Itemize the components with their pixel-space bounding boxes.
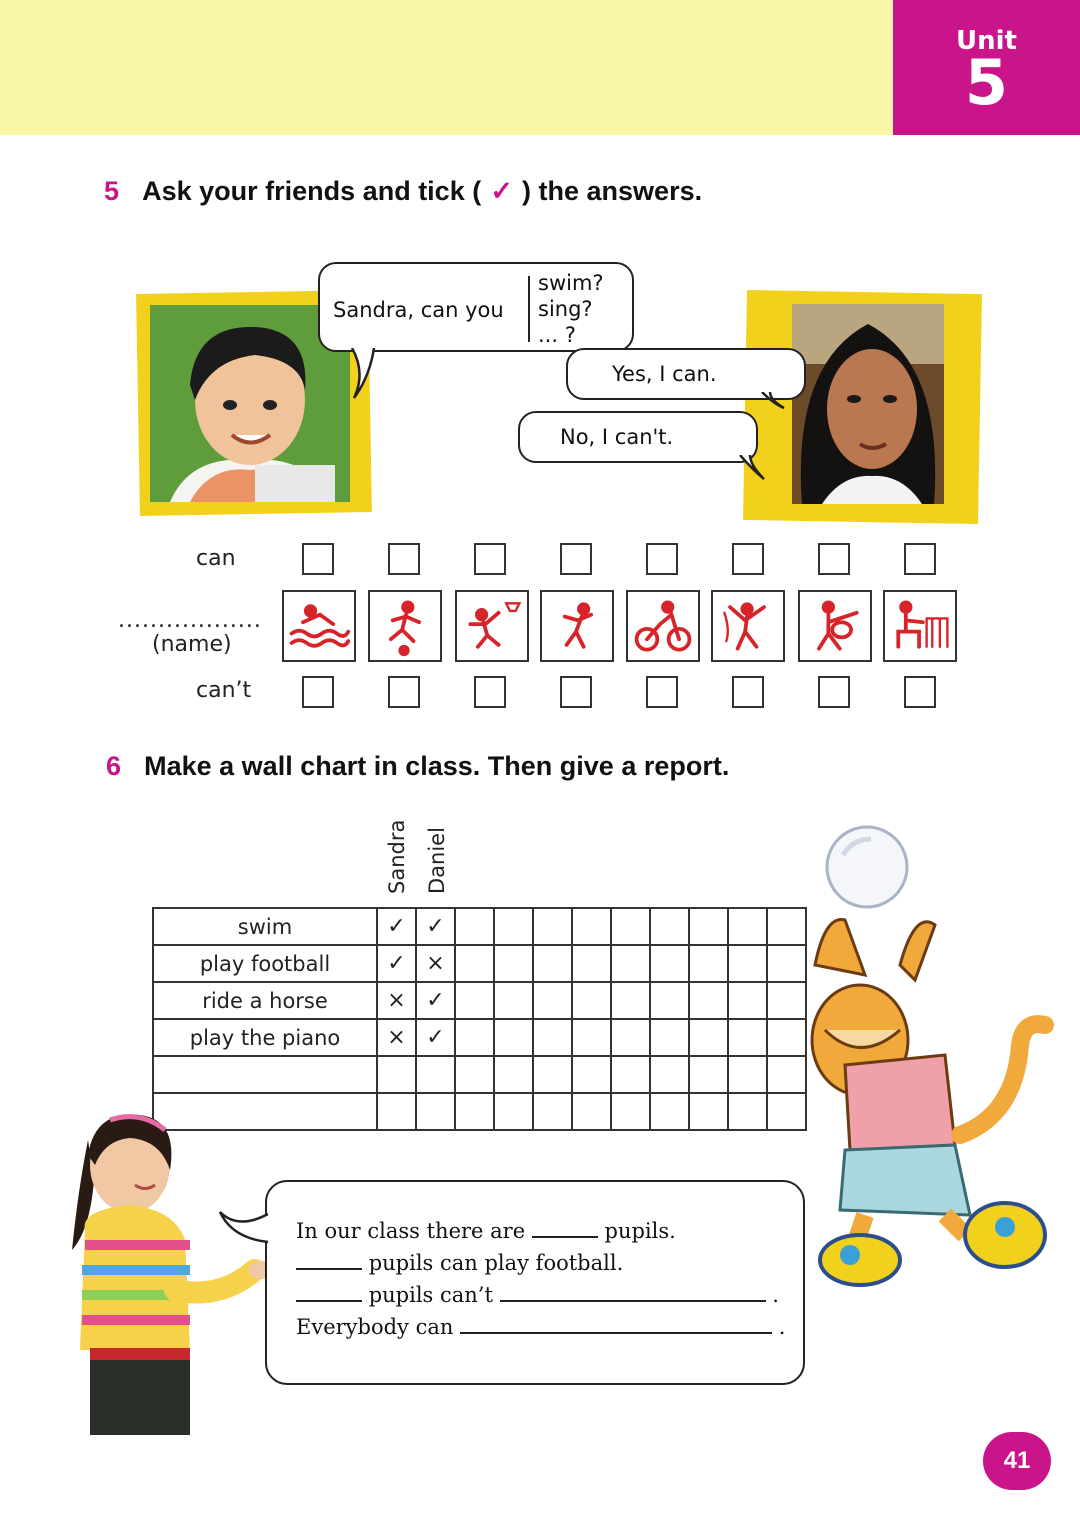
activity-cell: play football	[153, 945, 377, 982]
exercise-number: 5	[104, 176, 120, 206]
table-row	[153, 1019, 806, 1056]
empty-cell[interactable]	[650, 1019, 689, 1056]
empty-cell[interactable]	[533, 1056, 572, 1093]
can-checkbox[interactable]	[818, 543, 850, 575]
question-text: Sandra, can you	[333, 298, 504, 322]
empty-cell[interactable]	[455, 1019, 494, 1056]
empty-cell[interactable]	[455, 1056, 494, 1093]
empty-cell[interactable]	[689, 1019, 728, 1056]
exercise-number: 6	[106, 751, 122, 781]
empty-cell[interactable]	[728, 982, 767, 1019]
cant-checkbox[interactable]	[646, 676, 678, 708]
name-dots: ..................	[118, 608, 262, 633]
mark-cell[interactable]: ×	[377, 1019, 416, 1056]
mark-cell[interactable]: ✓	[416, 908, 455, 945]
empty-cell[interactable]	[572, 1093, 611, 1130]
gymnastics-icon	[711, 590, 785, 662]
mark-cell[interactable]	[416, 1093, 455, 1130]
unit-tab	[893, 0, 1080, 135]
empty-cell[interactable]	[728, 1019, 767, 1056]
empty-cell[interactable]	[650, 945, 689, 982]
cant-checkbox[interactable]	[818, 676, 850, 708]
question-bubble-tail	[348, 348, 378, 403]
empty-cell[interactable]	[767, 1019, 806, 1056]
empty-cell[interactable]	[572, 1056, 611, 1093]
cant-checkbox[interactable]	[302, 676, 334, 708]
guitar-icon	[798, 590, 872, 662]
exercise-title-end: ) the answers.	[522, 176, 703, 206]
empty-cell[interactable]	[533, 945, 572, 982]
tiger-illustration	[805, 815, 1065, 1310]
table-row	[153, 1056, 806, 1093]
header-band	[0, 0, 893, 135]
mark-cell[interactable]: ×	[377, 982, 416, 1019]
empty-cell[interactable]	[728, 1056, 767, 1093]
girl-illustration	[50, 1110, 270, 1435]
empty-cell[interactable]	[689, 982, 728, 1019]
table-row	[153, 945, 806, 982]
swim-icon	[282, 590, 356, 662]
empty-cell[interactable]	[767, 908, 806, 945]
activity-cell: ride a horse	[153, 982, 377, 1019]
cant-checkbox[interactable]	[904, 676, 936, 708]
page-number: 41	[983, 1432, 1051, 1490]
can-checkbox[interactable]	[646, 543, 678, 575]
empty-cell[interactable]	[455, 1093, 494, 1130]
column-header-sandra: Sandra	[385, 819, 409, 894]
report-bubble	[265, 1180, 805, 1385]
question-options	[538, 270, 604, 348]
tick-symbol: ✓	[490, 176, 513, 206]
empty-cell[interactable]	[572, 982, 611, 1019]
can-checkbox[interactable]	[302, 543, 334, 575]
answer-no-bubble	[518, 411, 758, 463]
basketball-icon	[455, 590, 529, 662]
empty-cell[interactable]	[494, 945, 533, 982]
mark-cell[interactable]: ×	[416, 945, 455, 982]
exercise-5-heading	[104, 176, 702, 207]
empty-cell[interactable]	[533, 908, 572, 945]
empty-cell[interactable]	[728, 945, 767, 982]
empty-cell[interactable]	[455, 945, 494, 982]
answer-yes-text: Yes, I can.	[612, 362, 717, 386]
mark-cell[interactable]	[377, 1056, 416, 1093]
mark-cell[interactable]	[416, 1056, 455, 1093]
activity-cell: swim	[153, 908, 377, 945]
blank-field[interactable]	[460, 1314, 772, 1334]
divider-line	[528, 276, 530, 342]
exercise-6-heading	[106, 751, 729, 782]
empty-cell[interactable]	[689, 908, 728, 945]
report-text: Everybody can	[296, 1315, 454, 1339]
empty-cell[interactable]	[572, 1019, 611, 1056]
empty-cell[interactable]	[494, 908, 533, 945]
report-line-3	[296, 1282, 779, 1307]
report-text: In our class there are	[296, 1219, 526, 1243]
blank-field[interactable]	[500, 1282, 766, 1302]
activity-cell[interactable]	[153, 1056, 377, 1093]
mark-cell[interactable]	[377, 1093, 416, 1130]
exercise-title-start: Ask your friends and tick (	[142, 176, 482, 206]
blank-field[interactable]	[532, 1218, 598, 1238]
dance-icon	[540, 590, 614, 662]
option-sing: sing?	[538, 297, 593, 321]
empty-cell[interactable]	[611, 945, 650, 982]
empty-cell[interactable]	[689, 1093, 728, 1130]
cycling-icon	[626, 590, 700, 662]
empty-cell[interactable]	[533, 982, 572, 1019]
blank-field[interactable]	[296, 1250, 362, 1270]
blank-field[interactable]	[296, 1282, 362, 1302]
empty-cell[interactable]	[650, 982, 689, 1019]
table-row	[153, 982, 806, 1019]
empty-cell[interactable]	[611, 1056, 650, 1093]
question-bubble	[318, 262, 634, 352]
report-bubble-tail	[218, 1208, 270, 1248]
cant-checkbox[interactable]	[732, 676, 764, 708]
answer-yes-tail	[760, 392, 790, 412]
empty-cell[interactable]	[455, 982, 494, 1019]
table-row	[153, 908, 806, 945]
can-checkbox[interactable]	[560, 543, 592, 575]
cant-checkbox[interactable]	[388, 676, 420, 708]
empty-cell[interactable]	[494, 1056, 533, 1093]
empty-cell[interactable]	[650, 908, 689, 945]
cant-checkbox[interactable]	[560, 676, 592, 708]
empty-cell[interactable]	[611, 1019, 650, 1056]
empty-cell[interactable]	[767, 1056, 806, 1093]
empty-cell[interactable]	[494, 1093, 533, 1130]
empty-cell[interactable]	[728, 1093, 767, 1130]
cant-checkbox[interactable]	[474, 676, 506, 708]
empty-cell[interactable]	[767, 945, 806, 982]
report-text: pupils.	[604, 1219, 676, 1243]
girl-photo	[792, 304, 944, 504]
report-period: .	[772, 1283, 779, 1307]
empty-cell[interactable]	[611, 908, 650, 945]
option-other: ... ?	[538, 323, 576, 347]
mark-cell[interactable]: ✓	[377, 908, 416, 945]
empty-cell[interactable]	[533, 1093, 572, 1130]
empty-cell[interactable]	[572, 945, 611, 982]
can-checkbox[interactable]	[474, 543, 506, 575]
mark-cell[interactable]: ✓	[416, 1019, 455, 1056]
mark-cell[interactable]: ✓	[377, 945, 416, 982]
option-swim: swim?	[538, 271, 604, 295]
report-text: pupils can’t	[368, 1283, 493, 1307]
football-icon	[368, 590, 442, 662]
row-label-can: can	[196, 546, 236, 571]
empty-cell[interactable]	[689, 1056, 728, 1093]
report-line-1	[296, 1218, 676, 1243]
can-checkbox[interactable]	[904, 543, 936, 575]
empty-cell[interactable]	[689, 945, 728, 982]
answer-no-tail	[738, 455, 768, 485]
empty-cell[interactable]	[728, 908, 767, 945]
unit-label: Unit	[956, 26, 1017, 56]
wall-chart-table	[152, 907, 807, 1131]
column-header-daniel: Daniel	[425, 827, 449, 894]
unit-number: 5	[964, 46, 1009, 119]
report-period: .	[778, 1315, 786, 1339]
activity-cell: play the piano	[153, 1019, 377, 1056]
answer-no-text: No, I can't.	[560, 425, 674, 449]
piano-icon	[883, 590, 957, 662]
empty-cell[interactable]	[650, 1056, 689, 1093]
empty-cell[interactable]	[650, 1093, 689, 1130]
empty-cell[interactable]	[572, 908, 611, 945]
exercise-title: Make a wall chart in class. Then give a report.	[144, 751, 730, 781]
empty-cell[interactable]	[611, 982, 650, 1019]
empty-cell[interactable]	[611, 1093, 650, 1130]
row-label-name: (name)	[152, 632, 232, 657]
mark-cell[interactable]: ✓	[416, 982, 455, 1019]
empty-cell[interactable]	[494, 982, 533, 1019]
empty-cell[interactable]	[455, 908, 494, 945]
can-checkbox[interactable]	[388, 543, 420, 575]
empty-cell[interactable]	[494, 1019, 533, 1056]
empty-cell[interactable]	[767, 1093, 806, 1130]
report-line-2	[296, 1250, 623, 1275]
can-checkbox[interactable]	[732, 543, 764, 575]
report-text: pupils can play football.	[368, 1251, 624, 1275]
report-line-4	[296, 1314, 785, 1339]
row-label-cant: can’t	[196, 678, 252, 703]
empty-cell[interactable]	[533, 1019, 572, 1056]
empty-cell[interactable]	[767, 982, 806, 1019]
